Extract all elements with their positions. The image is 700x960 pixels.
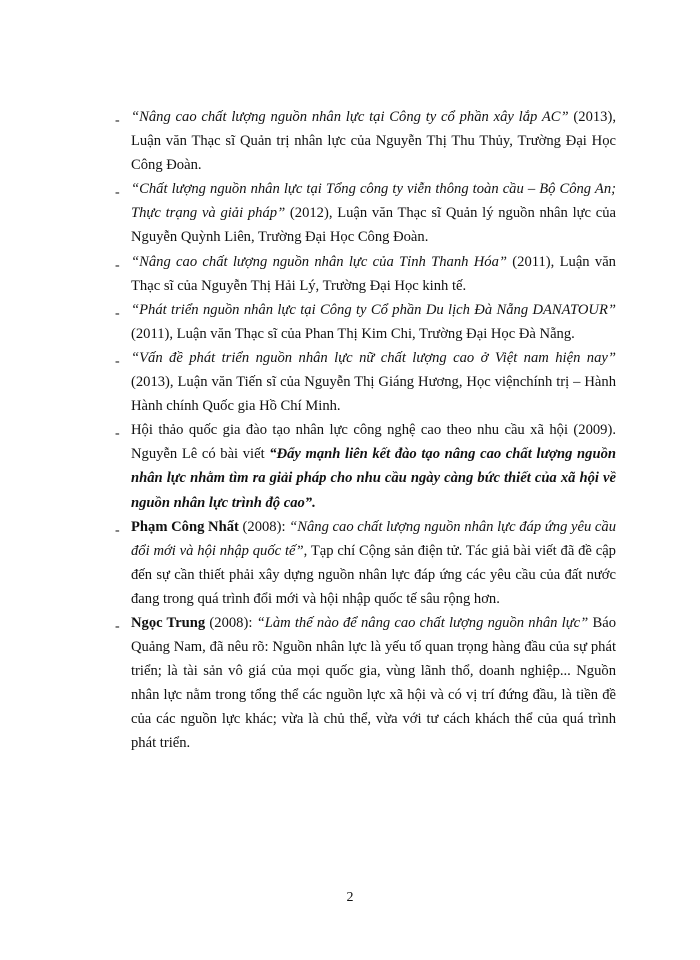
list-item [111, 105, 616, 177]
item-title: “Đẩy mạnh liên kết đào tạo nâng cao chất lượng nguồn nhân lực nhằm tìm ra giải pháp cho nhu cầu ngày càng bức thiết của xã hội về nguồn nhân lực trình độ cao”. [131, 446, 617, 511]
item-author: Phạm Công Nhất [131, 518, 239, 535]
item-year: (2008): [205, 614, 257, 631]
item-title: “Làm thế nào để nâng cao chất lượng nguồn nhân lực” [256, 614, 589, 631]
item-text: (2013), Luận văn Tiến sĩ của Nguyễn Thị Giáng Hương, Học việnchính trị – Hành Hành chính Quốc gia Hồ Chí Minh. [131, 374, 616, 415]
bullet-marker: - [115, 305, 120, 321]
item-title: “Nâng cao chất lượng nguồn nhân lực của Tỉnh Thanh Hóa” [131, 253, 507, 270]
item-author: Ngọc Trung [131, 614, 206, 631]
item-title: “Chất lượng nguồn nhân lực tại Tổng công ty viễn thông toàn cầu – Bộ Công An; Thực trạng và giải pháp” [131, 181, 616, 222]
item-text: (2011), Luận văn Thạc sĩ của Phan Thị Kim Chi, Trường Đại Học Đà Nẵng. [131, 325, 575, 342]
item-year: (2008): [238, 518, 290, 535]
bullet-marker: - [115, 618, 120, 634]
bullet-marker: - [115, 113, 120, 128]
item-title: “Phát triển nguồn nhân lực tại Công ty Cổ phần Du lịch Đà Nẵng DANATOUR” [131, 301, 616, 318]
item-title: “Nâng cao chất lượng nguồn nhân lực đáp ứng yêu cầu đổi mới và hội nhập quốc tế” [131, 518, 617, 559]
bullet-marker: - [115, 522, 120, 538]
list-item [111, 418, 616, 514]
list-item [111, 611, 616, 756]
list-item [111, 298, 616, 346]
bullet-marker: - [115, 185, 120, 201]
item-title: “Vấn đề phát triển nguồn nhân lực nữ chất lượng cao ở Việt nam hiện nay” [131, 349, 616, 366]
item-title: “Nâng cao chất lượng nguồn nhân lực tại Công ty cổ phần xây lắp AC” [131, 109, 569, 125]
bullet-marker: - [115, 257, 120, 273]
item-text: (2011), Luận văn Thạc sĩ của Nguyễn Thị Hải Lý, Trường Đại Học kinh tế. [131, 253, 616, 294]
item-text: (2013), Luận văn Thạc sĩ Quản trị nhân lực của Nguyễn Thị Thu Thủy, Trường Đại Học Công Đoàn. [131, 109, 616, 174]
bullet-marker: - [115, 426, 120, 442]
item-text: Báo Quảng Nam, đã nêu rõ: Nguồn nhân lực là yếu tố quan trọng hàng đầu của sự phát triển; là tài sản vô giá của mọi quốc gia, vùng lãnh thổ, doanh nghiệp... Nguồn nhân lực nằm trong tổng thể các nguồn lực xã hội và có vị trí đứng đầu, là tiền đề của các nguồn lực khác; vừa là chủ thể, vừa với tư cách khách thể của quá trình phát triển. [131, 614, 616, 752]
list-item [111, 250, 616, 298]
list-item [111, 177, 616, 249]
list-item [111, 515, 616, 611]
reference-list [111, 105, 616, 756]
item-text: (2012), Luận văn Thạc sĩ Quản lý nguồn nhân lực của Nguyễn Quỳnh Liên, Trường Đại Học Công Đoàn. [131, 205, 616, 246]
list-item [111, 346, 616, 418]
item-text: , Tạp chí Cộng sản điện tử. Tác giả bài viết đã đề cập đến sự cần thiết phải xây dựng nguồn nhân lực đáp ứng các yêu cầu của đất nước đang trong quá trình đổi mới và hội nhập quốc tế sâu rộng hơn. [131, 542, 616, 607]
page-number: 2 [346, 890, 354, 905]
bullet-marker: - [115, 353, 120, 369]
item-intro: Hội thảo quốc gia đào tạo nhân lực công nghệ cao theo nhu cầu xã hội (2009). Nguyễn Lê có bài viết [131, 422, 616, 463]
